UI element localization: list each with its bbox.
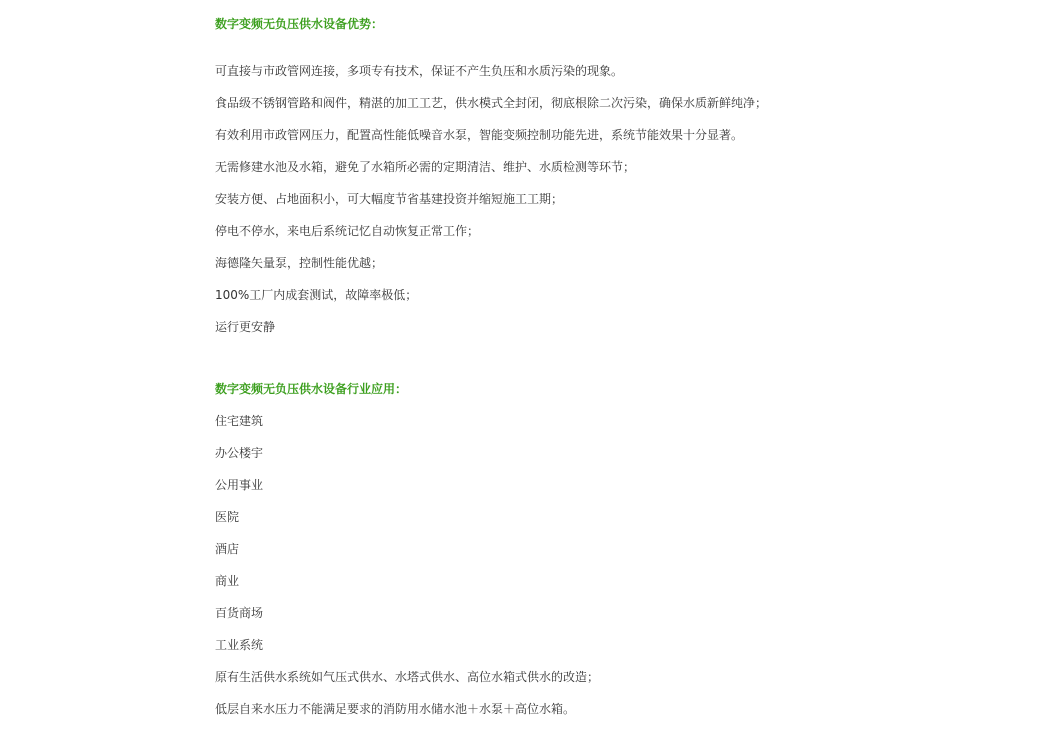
advantage-item: 食品级不锈钢管路和阀件，精湛的加工工艺，供水模式全封闭，彻底根除二次污染，确保水质新鲜纯净； (215, 96, 768, 110)
application-item: 原有生活供水系统如气压式供水、水塔式供水、高位水箱式供水的改造； (215, 670, 600, 684)
advantage-item: 停电不停水，来电后系统记忆自动恢复正常工作； (215, 224, 480, 238)
application-item: 住宅建筑 (215, 414, 264, 428)
application-item: 医院 (215, 510, 240, 524)
application-item: 工业系统 (215, 638, 264, 652)
advantage-item: 100%工厂内成套测试，故障率极低； (215, 288, 418, 302)
advantage-item: 可直接与市政管网连接，多项专有技术，保证不产生负压和水质污染的现象。 (215, 64, 624, 78)
application-item: 办公楼宇 (215, 446, 264, 460)
application-item: 商业 (215, 574, 240, 588)
advantage-item: 无需修建水池及水箱，避免了水箱所必需的定期清洁、维护、水质检测等环节； (215, 160, 636, 174)
advantages-heading: 数字变频无负压供水设备优势： (215, 17, 384, 31)
advantages-list (215, 63, 767, 351)
applications-list (215, 413, 599, 733)
advantage-item: 海德隆矢量泵，控制性能优越； (215, 256, 384, 270)
applications-heading: 数字变频无负压供水设备行业应用： (215, 382, 408, 396)
application-item: 酒店 (215, 542, 240, 556)
advantage-item: 运行更安静 (215, 320, 276, 334)
application-item: 百货商场 (215, 606, 264, 620)
application-item: 低层自来水压力不能满足要求的消防用水储水池＋水泵＋高位水箱。 (215, 702, 576, 716)
advantage-item: 有效利用市政管网压力，配置高性能低噪音水泵，智能变频控制功能先进，系统节能效果十分显著。 (215, 128, 744, 142)
advantage-item: 安装方便、占地面积小，可大幅度节省基建投资并缩短施工工期； (215, 192, 564, 206)
application-item: 公用事业 (215, 478, 264, 492)
